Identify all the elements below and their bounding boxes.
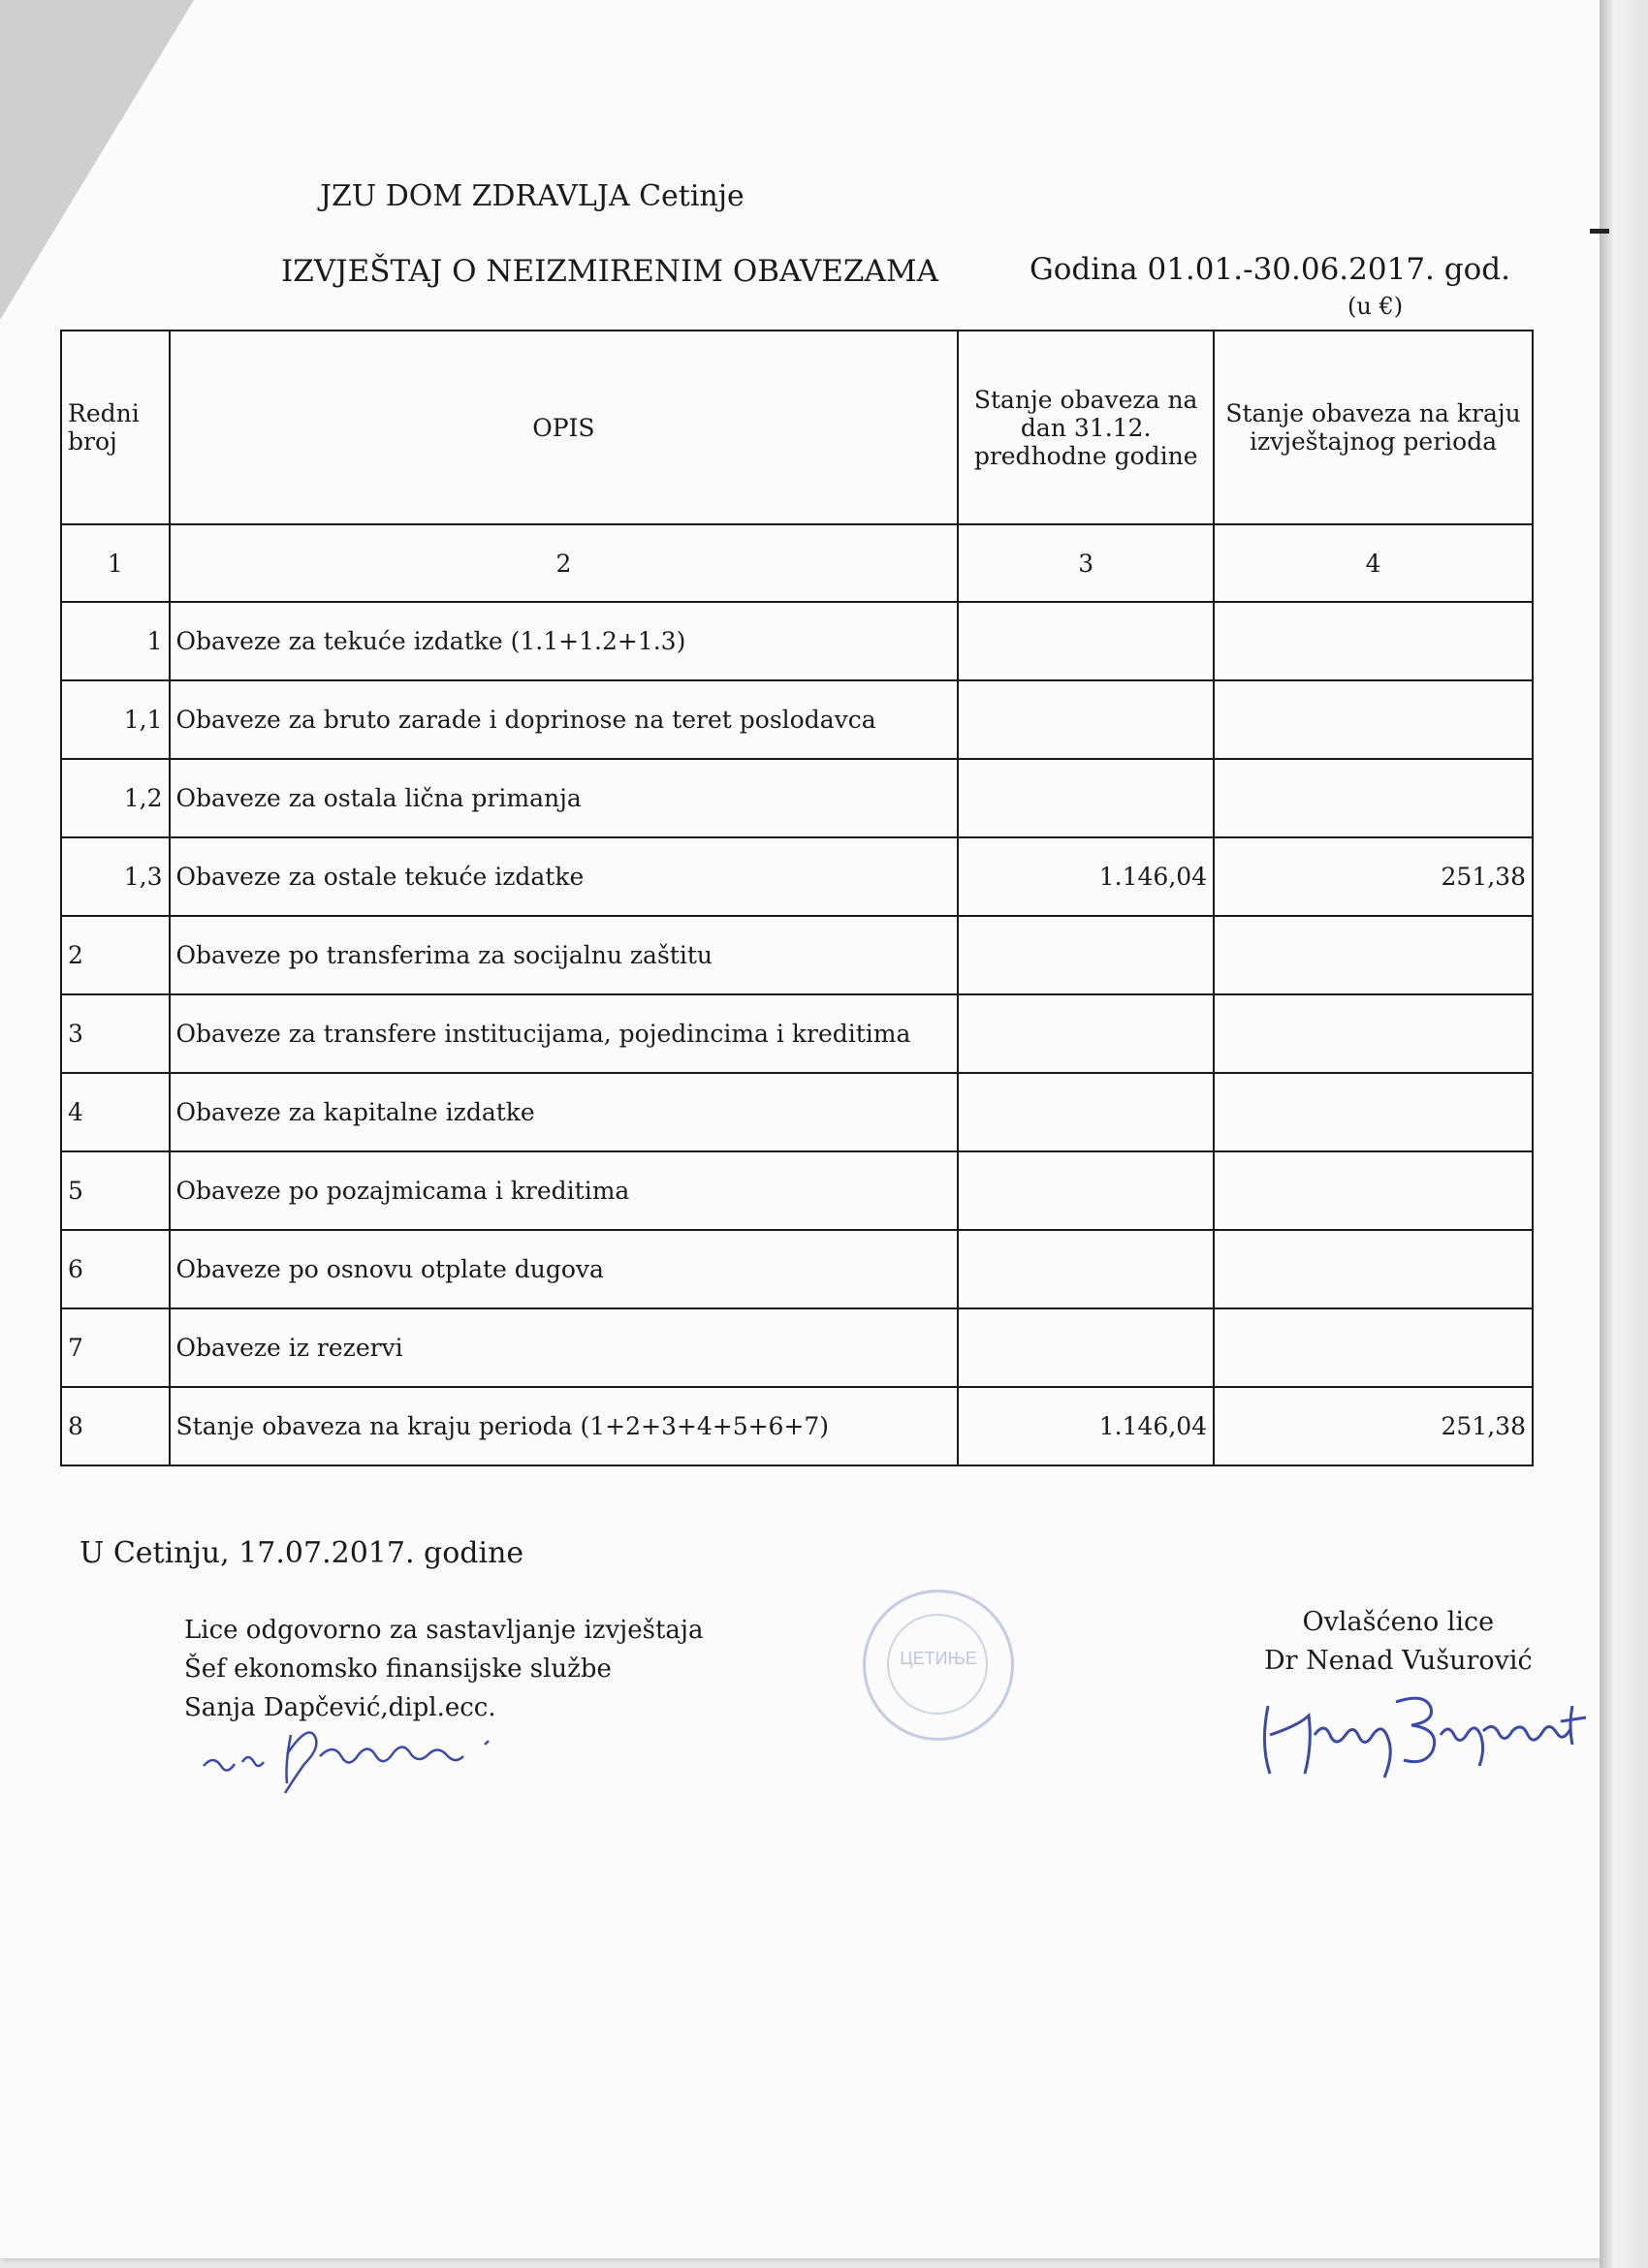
liabilities-table <box>60 330 1534 1466</box>
row-end-value: 251,38 <box>1214 1387 1533 1465</box>
table-row <box>61 1151 1533 1230</box>
page-edge-shadow <box>1600 0 1648 2268</box>
row-number: 6 <box>61 1230 170 1308</box>
row-end-value <box>1214 1230 1533 1308</box>
row-prev-value <box>958 602 1214 680</box>
report-period: Godina 01.01.-30.06.2017. god. <box>1030 252 1510 287</box>
row-description: Obaveze iz rezervi <box>170 1308 959 1387</box>
preparer-name: Sanja Dapčević,dipl.ecc. <box>184 1693 496 1722</box>
row-end-value <box>1214 1073 1533 1151</box>
row-description: Obaveze po pozajmicama i kreditima <box>170 1151 959 1230</box>
row-prev-value <box>958 994 1214 1073</box>
row-description: Obaveze po transferima za socijalnu zaštitu <box>170 916 959 994</box>
row-prev-value <box>958 916 1214 994</box>
row-number: 1,1 <box>61 680 170 759</box>
row-prev-value <box>958 680 1214 759</box>
authorized-signature-image <box>1251 1677 1600 1793</box>
row-description: Obaveze za kapitalne izdatke <box>170 1073 959 1151</box>
authorized-name: Dr Nenad Vušurović <box>1264 1646 1533 1676</box>
table-row <box>61 1230 1533 1308</box>
report-title: IZVJEŠTAJ O NEIZMIRENIM OBAVEZAMA <box>281 254 938 289</box>
authorized-role: Ovlašćeno lice <box>1302 1607 1495 1637</box>
table-row <box>61 602 1533 680</box>
row-prev-value <box>958 1308 1214 1387</box>
row-end-value <box>1214 1308 1533 1387</box>
table-row <box>61 994 1533 1073</box>
table-row <box>61 680 1533 759</box>
row-description: Obaveze za transfere institucijama, pojedincima i kreditima <box>170 994 959 1073</box>
row-number: 5 <box>61 1151 170 1230</box>
row-end-value <box>1214 680 1533 759</box>
table-row <box>61 916 1533 994</box>
currency-unit: (u €) <box>1347 293 1404 320</box>
table-header-row <box>61 331 1533 524</box>
header-period-end: Stanje obaveza na kraju izvještajnog perioda <box>1214 331 1533 524</box>
column-number: 1 <box>61 524 170 602</box>
column-number-row <box>61 524 1533 602</box>
row-end-value <box>1214 759 1533 837</box>
row-end-value <box>1214 602 1533 680</box>
row-description: Obaveze za bruto zarade i doprinose na teret poslodavca <box>170 680 959 759</box>
row-end-value <box>1214 1151 1533 1230</box>
row-end-value: 251,38 <box>1214 837 1533 916</box>
row-number: 8 <box>61 1387 170 1465</box>
row-description: Obaveze po osnovu otplate dugova <box>170 1230 959 1308</box>
row-number: 1 <box>61 602 170 680</box>
place-and-date: U Cetinju, 17.07.2017. godine <box>79 1536 524 1570</box>
row-prev-value <box>958 1151 1214 1230</box>
row-number: 3 <box>61 994 170 1073</box>
row-number: 4 <box>61 1073 170 1151</box>
authorized-block <box>1264 1603 1533 1681</box>
column-number: 2 <box>170 524 959 602</box>
page-corner-fold <box>0 0 194 320</box>
stamp-text: ЦЕТИЊЕ <box>900 1649 977 1668</box>
official-stamp <box>863 1590 1014 1741</box>
preparer-role: Lice odgovorno za sastavljanje izvještaja <box>184 1616 704 1645</box>
row-number: 2 <box>61 916 170 994</box>
row-prev-value <box>958 1073 1214 1151</box>
preparer-signature-image <box>194 1716 523 1803</box>
column-number: 4 <box>1214 524 1533 602</box>
row-prev-value: 1.146,04 <box>958 1387 1214 1465</box>
preparer-block <box>184 1611 703 1727</box>
preparer-title: Šef ekonomsko finansijske službe <box>184 1654 612 1684</box>
row-end-value <box>1214 994 1533 1073</box>
institution-name: JZU DOM ZDRAVLJA Cetinje <box>320 179 745 213</box>
header-redni-broj: Redni broj <box>61 331 170 524</box>
table-row <box>61 1308 1533 1387</box>
row-description: Stanje obaveza na kraju perioda (1+2+3+4+5+6+7) <box>170 1387 959 1465</box>
row-end-value <box>1214 916 1533 994</box>
table-row-total <box>61 1387 1533 1465</box>
row-number: 1,2 <box>61 759 170 837</box>
row-description: Obaveze za ostala lična primanja <box>170 759 959 837</box>
table-row <box>61 759 1533 837</box>
column-number: 3 <box>958 524 1214 602</box>
row-number: 1,3 <box>61 837 170 916</box>
table-row <box>61 1073 1533 1151</box>
row-number: 7 <box>61 1308 170 1387</box>
row-prev-value <box>958 1230 1214 1308</box>
header-opis: OPIS <box>170 331 959 524</box>
margin-dash-mark <box>1590 229 1609 234</box>
row-prev-value <box>958 759 1214 837</box>
row-prev-value: 1.146,04 <box>958 837 1214 916</box>
row-description: Obaveze za ostale tekuće izdatke <box>170 837 959 916</box>
table-row <box>61 837 1533 916</box>
header-prev-year: Stanje obaveza na dan 31.12. predhodne godine <box>958 331 1214 524</box>
row-description: Obaveze za tekuće izdatke (1.1+1.2+1.3) <box>170 602 959 680</box>
